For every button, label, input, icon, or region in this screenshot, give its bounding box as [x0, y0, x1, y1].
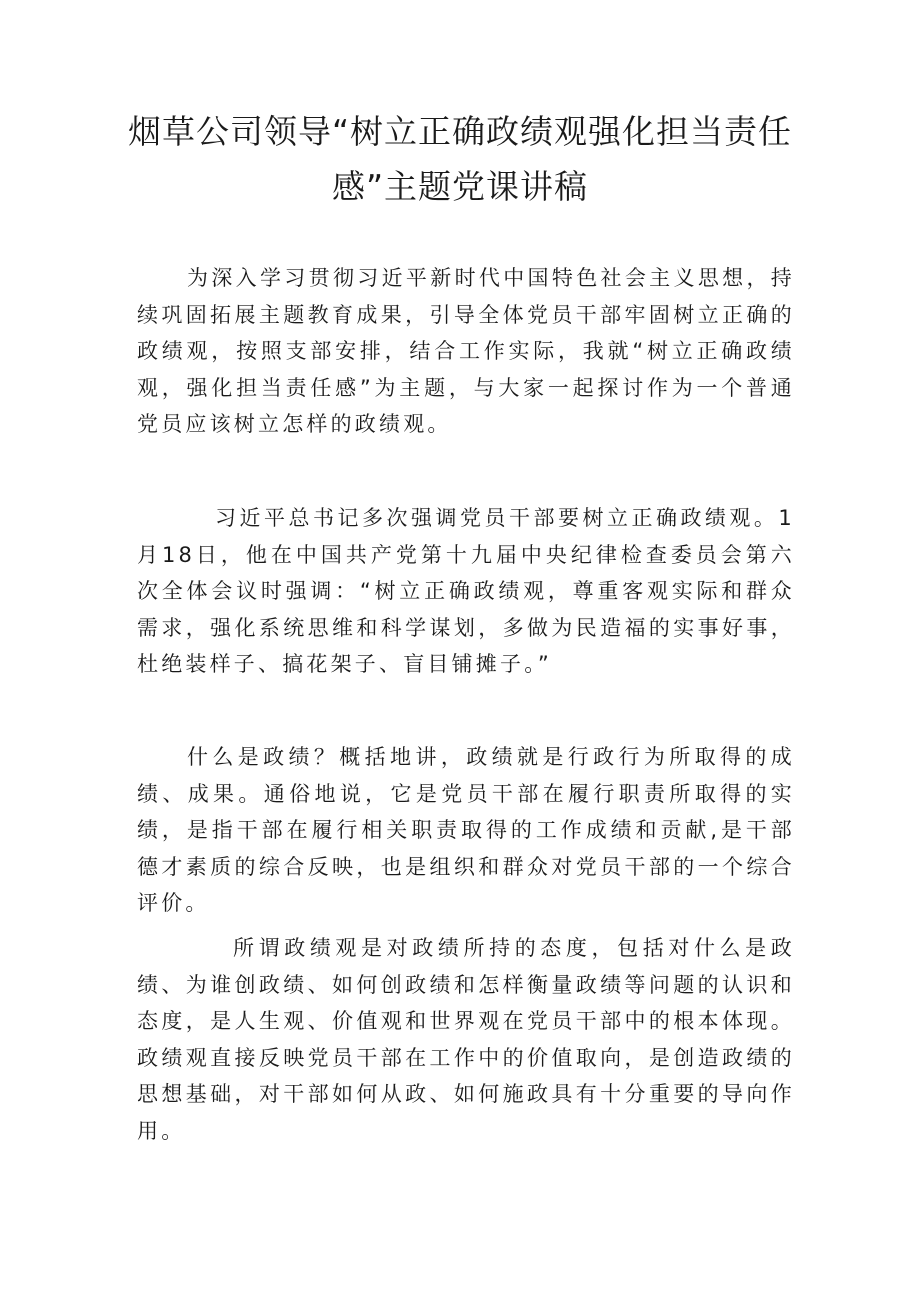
- title-line-2: 感”主题党课讲稿: [331, 167, 589, 206]
- paragraph-definition-zhengji: 什么是政绩？概括地讲，政绩就是行政行为所取得的成绩、成果。通俗地说，它是党员干部在履行职责所取得的实绩，是指干部在履行相关职责取得的工作成绩和贡献,是干部德才素质的综合反映，也是组织和群众对党员干部的一个综合评价。: [137, 745, 795, 915]
- paragraph-definition-zhengjiguan: 所谓政绩观是对政绩所持的态度，包括对什么是政绩、为谁创政绩、如何创政绩和怎样衡量政绩等问题的认识和态度，是人生观、价值观和世界观在党员干部中的根本体现。政绩观直接反映党员干部在工作中的价值取向，是创造政绩的思想基础，对干部如何从政、如何施政具有十分重要的导向作用。: [137, 936, 795, 1143]
- title-line-1: 烟草公司领导“树立正确政绩观强化担当责任: [127, 112, 793, 151]
- paragraph-quote: 习近平总书记多次强调党员干部要树立正确政绩观。1月18日，他在中国共产党第十九届中央纪律检查委员会第六次全体会议时强调：“树立正确政绩观，尊重客观实际和群众需求，强化系统思维和科学谋划，多做为民造福的实事好事，杜绝装样子、搞花架子、盲目铺摊子。”: [137, 506, 795, 676]
- paragraph-intro: 为深入学习贯彻习近平新时代中国特色社会主义思想，持续巩固拓展主题教育成果，引导全体党员干部牢固树立正确的政绩观，按照支部安排，结合工作实际，我就“树立正确政绩观，强化担当责任感”为主题，与大家一起探讨作为一个普通党员应该树立怎样的政绩观。: [137, 266, 795, 436]
- document-title: [120, 104, 800, 214]
